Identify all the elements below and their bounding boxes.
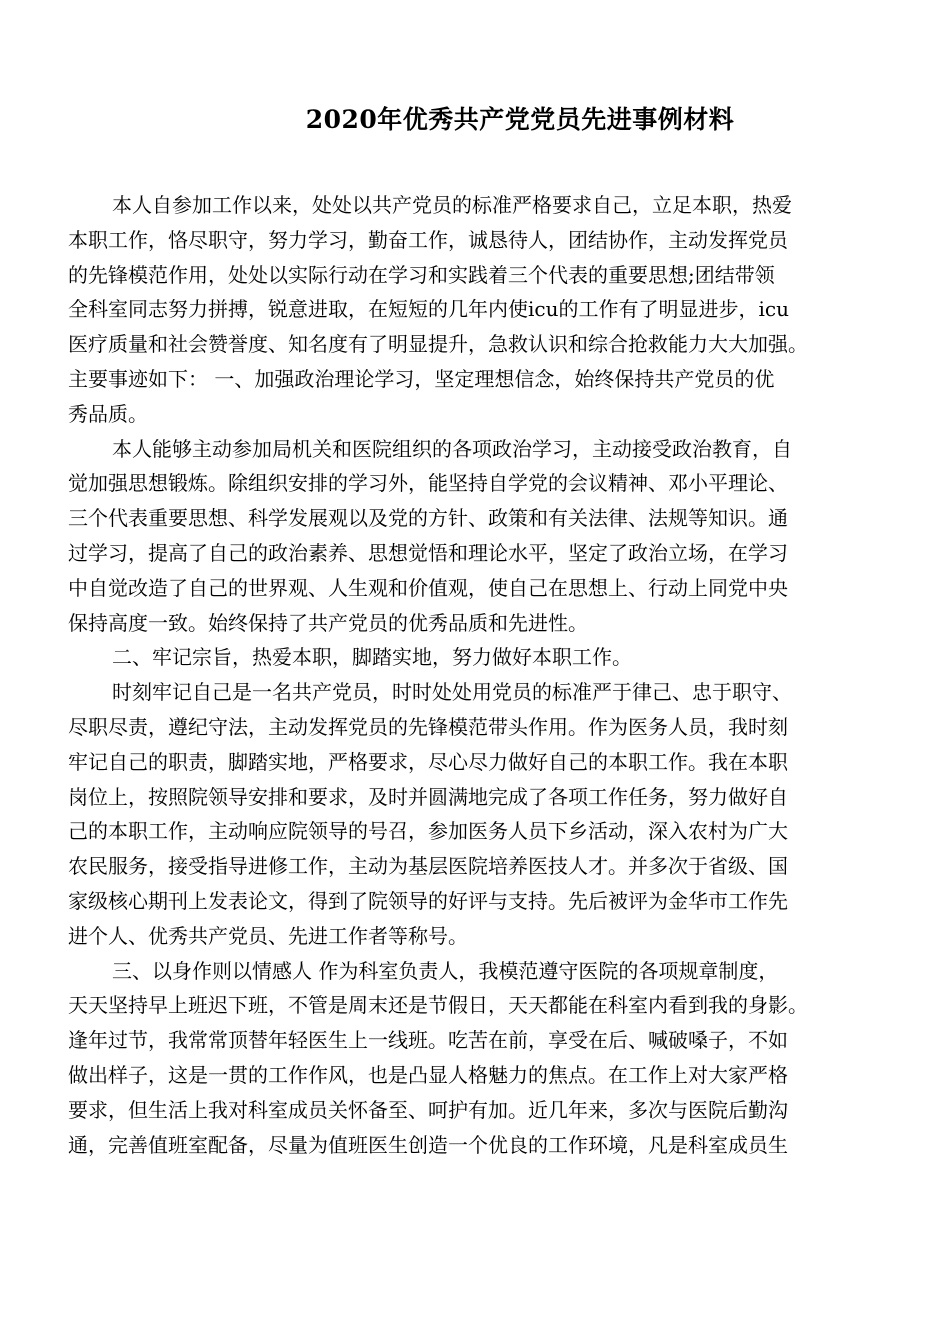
text-line: 主要事迹如下： 一、加强政治理论学习，坚定理想信念，始终保持共产党员的优: [68, 366, 775, 391]
text-line: 尽职尽责，遵纪守法，主动发挥党员的先锋模范带头作用。作为医务人员，我时刻: [68, 714, 788, 739]
text-line: 岗位上，按照院领导安排和要求，及时并圆满地完成了各项工作任务，努力做好自: [68, 784, 788, 809]
text-line: 进个人、优秀共产党员、先进工作者等称号。: [68, 923, 468, 948]
text-line: 做出样子，这是一贯的工作作风，也是凸显人格魅力的焦点。在工作上对大家严格: [68, 1062, 788, 1087]
text-line: 牢记自己的职责，脚踏实地，严格要求，尽心尽力做好自己的本职工作。我在本职: [68, 749, 788, 774]
paragraph-3-heading: [68, 640, 888, 675]
text-line: 本人自参加工作以来，处处以共产党员的标准严格要求自己，立足本职，热爱: [112, 193, 792, 217]
text-line: 要求，但生活上我对科室成员关怀备至、呵护有加。近几年来，多次与医院后勤沟: [68, 1097, 788, 1122]
text-line: 三、以身作则以情感人 作为科室负责人，我模范遵守医院的各项规章制度，: [112, 958, 779, 983]
paragraph-2: [68, 432, 888, 641]
text-line: 家级核心期刊上发表论文，得到了院领导的好评与支持。先后被评为金华市工作先: [68, 888, 788, 913]
text-line: 中自觉改造了自己的世界观、人生观和价值观，使自己在思想上、行动上同党中央: [68, 575, 788, 600]
text-line: 医疗质量和社会赞誉度、知名度有了明显提升，急救认识和综合抢救能力大大加强。: [68, 332, 808, 357]
text-line: 农民服务，接受指导进修工作，主动为基层医院培养医技人才。并多次于省级、国: [68, 854, 788, 879]
text-line: 过学习，提高了自己的政治素养、思想觉悟和理论水平，坚定了政治立场，在学习: [68, 540, 788, 565]
text-line: 己的本职工作，主动响应院领导的号召，参加医务人员下乡活动，深入农村为广大: [68, 819, 788, 844]
document-title: 2020年优秀共产党党员先进事例材料: [305, 105, 735, 134]
section-heading: 二、牢记宗旨，热爱本职，脚踏实地，努力做好本职工作。: [112, 645, 632, 670]
text-line: 保持高度一致。始终保持了共产党员的优秀品质和先进性。: [68, 610, 588, 635]
text-line: 时刻牢记自己是一名共产党员，时时处处用党员的标准严于律己、忠于职守、: [112, 680, 792, 705]
text-line: 全科室同志努力拼搏，锐意进取，在短短的几年内使icu的工作有了明显进步，icu: [68, 297, 789, 322]
text-line: 本人能够主动参加局机关和医院组织的各项政治学习，主动接受政治教育，自: [112, 436, 792, 461]
text-line: 秀品质。: [68, 401, 148, 426]
paragraph-5: [68, 954, 888, 1163]
document-body: [68, 188, 888, 1162]
text-line: 的先锋模范作用，处处以实际行动在学习和实践着三个代表的重要思想;团结带领: [68, 262, 775, 287]
paragraph-1: [68, 188, 888, 432]
text-line: 逢年过节，我常常顶替年轻医生上一线班。吃苦在前，享受在后、喊破嗓子，不如: [68, 1028, 788, 1053]
text-line: 三个代表重要思想、科学发展观以及党的方针、政策和有关法律、法规等知识。通: [68, 506, 788, 531]
text-line: 本职工作，恪尽职守，努力学习，勤奋工作，诚恳待人，团结协作，主动发挥党员: [68, 227, 788, 252]
text-line: 通，完善值班室配备，尽量为值班医生创造一个优良的工作环境，凡是科室成员生: [68, 1132, 788, 1157]
paragraph-4: [68, 675, 888, 953]
text-line: 天天坚持早上班迟下班，不管是周末还是节假日，天天都能在科室内看到我的身影。: [68, 993, 808, 1018]
text-line: 觉加强思想锻炼。除组织安排的学习外，能坚持自学党的会议精神、邓小平理论、: [68, 471, 788, 496]
